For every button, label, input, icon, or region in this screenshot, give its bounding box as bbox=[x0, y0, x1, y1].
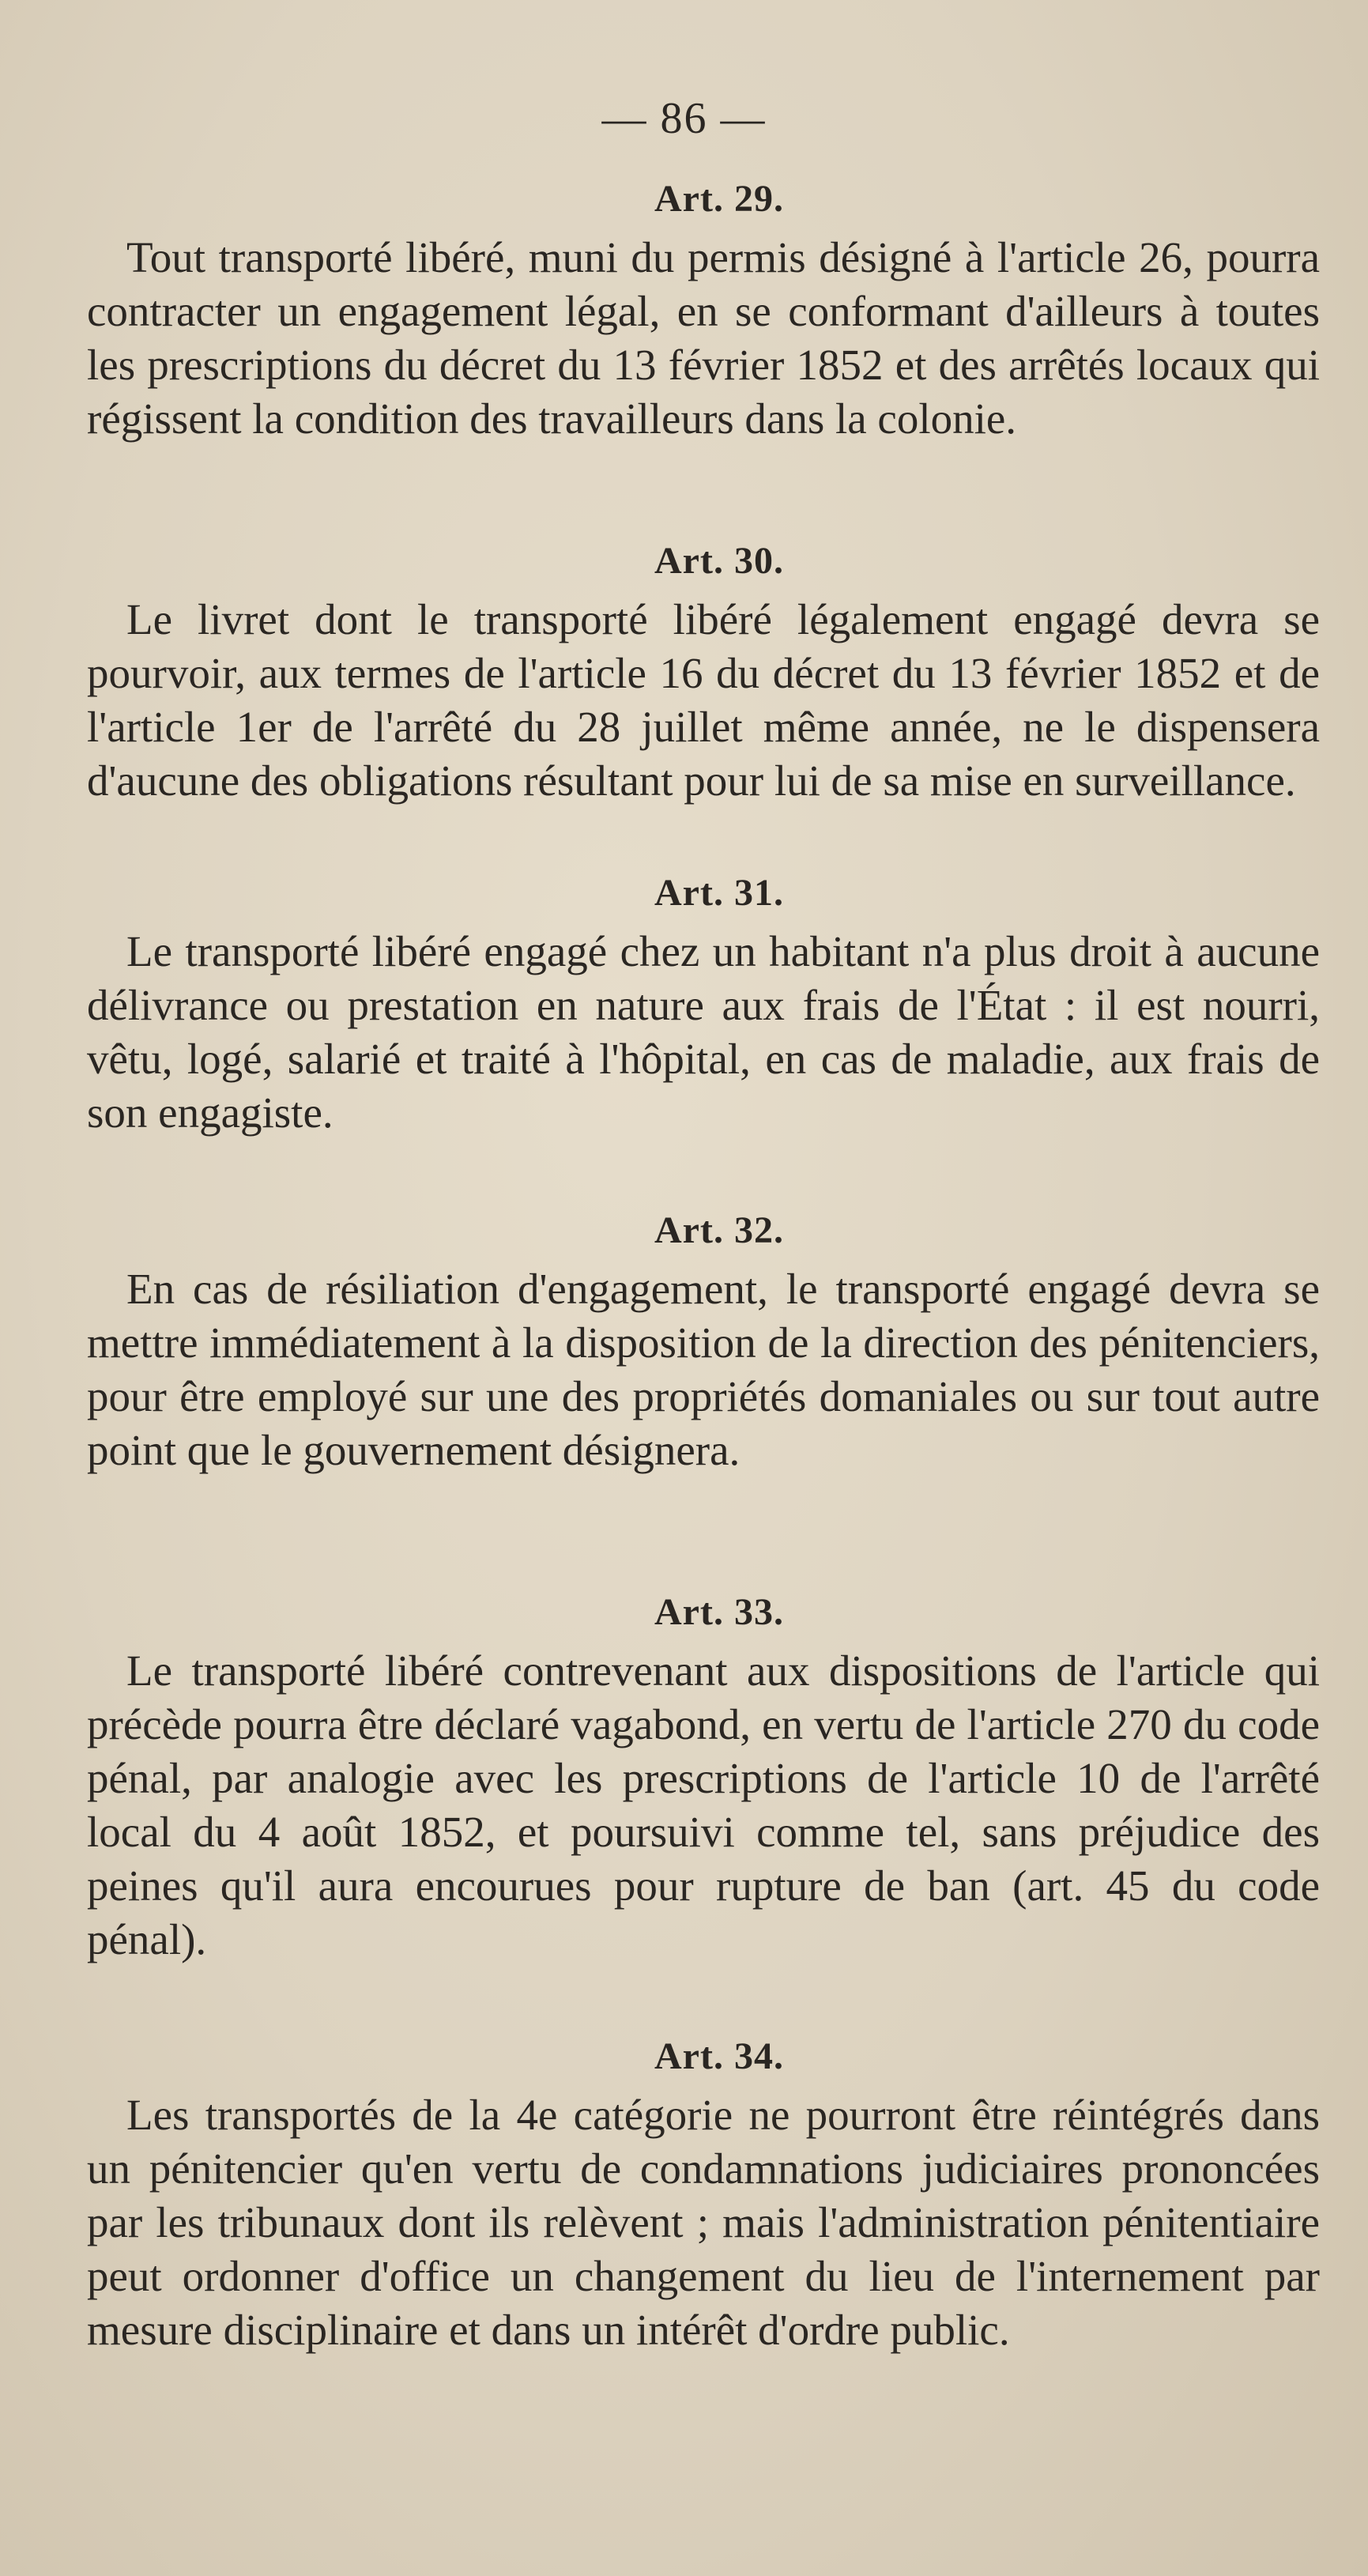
article-heading: Art. 30. bbox=[654, 540, 784, 582]
article-text: Les transportés de la 4e catégorie ne pourront être réintégrés dans un pénitencier qu'en vertu de condamnations judiciaires prononcées par les tribunaux dont ils relèvent ; mais l'administration pénitentiaire peut ordonner d'office un changement du lieu de l'internement par mesure disciplinaire et dans un intérêt d'ordre public. bbox=[87, 2091, 1320, 2354]
article-text: En cas de résiliation d'engagement, le transporté engagé devra se mettre immédiatement à la disposition de la direction des pénitenciers, pour être employé sur une des propriétés domaniales ou sur tout autre point que le gouvernement désignera. bbox=[87, 1265, 1320, 1474]
article-heading: Art. 31. bbox=[654, 872, 784, 914]
article-31 bbox=[87, 869, 1320, 1140]
article-30 bbox=[87, 537, 1320, 808]
article-heading: Art. 32. bbox=[654, 1209, 784, 1251]
article-text: Le transporté libéré contrevenant aux dispositions de l'article qui précède pourra être déclaré vagabond, en vertu de l'article 270 du code pénal, par analogie avec les prescriptions de l'article 10 de l'arrêté local du 4 août 1852, et poursuivi comme tel, sans préjudice des peines qu'il aura encourues pour rupture de ban (art. 45 du code pénal). bbox=[87, 1646, 1320, 1963]
page-number: — 86 — bbox=[601, 94, 767, 143]
article-32 bbox=[87, 1207, 1320, 1477]
article-29 bbox=[87, 175, 1320, 446]
article-text: Tout transporté libéré, muni du permis désigné à l'article 26, pourra contracter un engagement légal, en se conformant d'ailleurs à toutes les prescriptions du décret du 13 février 1852 et des arrêtés locaux qui régissent la condition des travailleurs dans la colonie. bbox=[87, 233, 1320, 443]
article-heading: Art. 33. bbox=[654, 1591, 784, 1633]
article-text: Le livret dont le transporté libéré légalement engagé devra se pourvoir, aux termes de l'article 16 du décret du 13 février 1852 et de l'article 1er de l'arrêté du 28 juillet même année, ne le dispensera d'aucune des obligations résultant pour lui de sa mise en surveillance. bbox=[87, 595, 1320, 805]
article-heading: Art. 34. bbox=[654, 2035, 784, 2077]
article-34 bbox=[87, 2033, 1320, 2357]
article-33 bbox=[87, 1589, 1320, 1967]
article-text: Le transporté libéré engagé chez un habitant n'a plus droit à aucune délivrance ou prestation en nature aux frais de l'État : il est nourri, vêtu, logé, salarié et traité à l'hôpital, en cas de maladie, aux frais de son engagiste. bbox=[87, 927, 1320, 1137]
article-heading: Art. 29. bbox=[654, 178, 784, 220]
